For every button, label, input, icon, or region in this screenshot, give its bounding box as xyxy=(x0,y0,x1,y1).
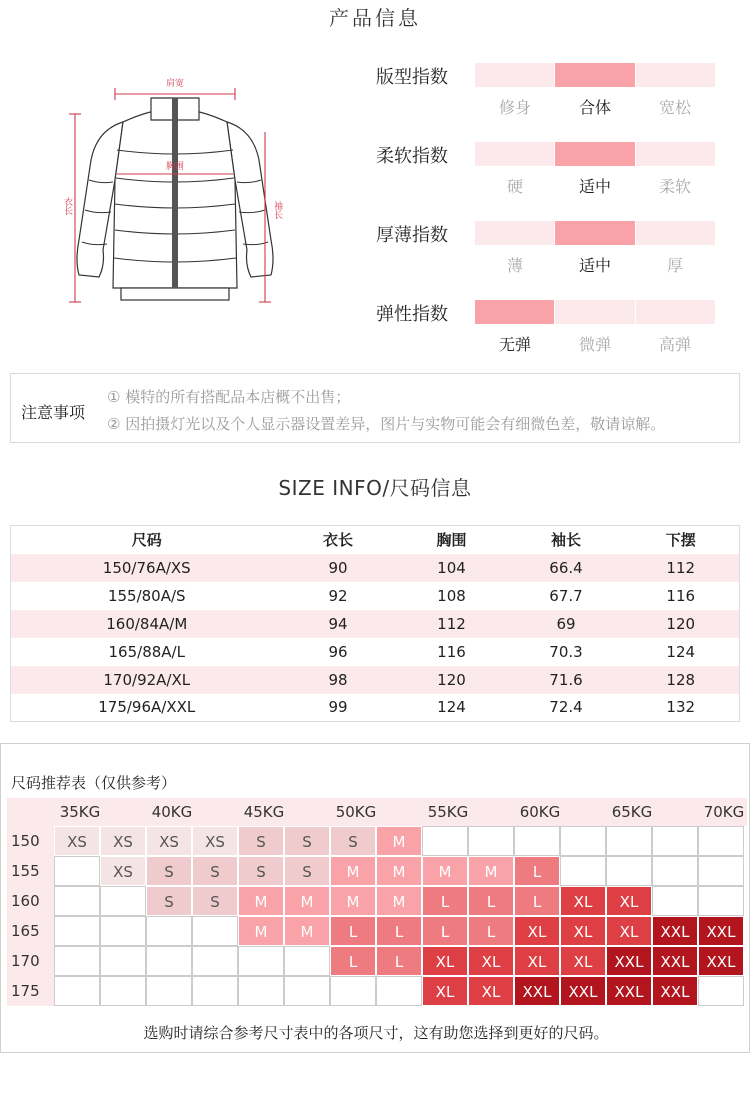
index-option: 柔软 xyxy=(658,177,691,196)
size-cell: XXL xyxy=(652,976,698,1006)
table-cell: 112 xyxy=(394,610,510,638)
size-cell xyxy=(560,826,606,856)
index-segment xyxy=(636,221,715,245)
size-cell: M xyxy=(376,826,422,856)
size-cell: L xyxy=(422,916,468,946)
size-cell xyxy=(54,976,100,1006)
table-row xyxy=(11,610,740,638)
size-cell: XL xyxy=(606,916,652,946)
index-options xyxy=(475,174,715,197)
size-cell xyxy=(146,916,192,946)
table-row xyxy=(11,666,740,694)
size-cell: XL xyxy=(422,946,468,976)
size-info-title: SIZE INFO/尺码信息 xyxy=(278,476,472,500)
table-cell: 70.3 xyxy=(549,642,583,661)
size-cell xyxy=(238,946,284,976)
table-row xyxy=(11,694,740,722)
header-hem: 下摆 xyxy=(623,526,740,554)
size-cell xyxy=(698,826,744,856)
table-cell: 96 xyxy=(328,642,348,661)
weight-header: 65KG xyxy=(611,803,653,821)
size-cell: M xyxy=(238,886,284,916)
jacket-measurement-diagram xyxy=(55,70,295,315)
size-cell xyxy=(100,886,146,916)
table-cell: 124 xyxy=(437,698,466,717)
index-label: 弹性指数 xyxy=(376,304,448,325)
size-cell: XL xyxy=(560,886,606,916)
size-cell: S xyxy=(284,826,330,856)
size-cell xyxy=(100,946,146,976)
index-bar xyxy=(475,142,715,166)
table-cell: 124 xyxy=(666,642,696,661)
index-bar xyxy=(475,63,715,87)
size-cell xyxy=(468,826,514,856)
size-cell: M xyxy=(284,916,330,946)
weight-header: 60KG xyxy=(519,803,561,821)
size-cell: L xyxy=(330,916,376,946)
index-label: 厚薄指数 xyxy=(376,225,448,246)
length-label: 衣长 xyxy=(62,197,72,215)
note-line-2: ② 因拍摄灯光以及个人显示器设置差异，图片与实物可能会有细微色差，敬请谅解。 xyxy=(107,415,666,433)
table-cell: 160/84A/M xyxy=(11,610,283,638)
size-cell: S xyxy=(146,886,192,916)
size-cell: XXL xyxy=(606,946,652,976)
size-cell: L xyxy=(468,916,514,946)
table-cell: 120 xyxy=(623,610,740,638)
weight-header: 45KG xyxy=(243,803,285,821)
size-cell: S xyxy=(192,856,238,886)
size-cell: XL xyxy=(422,976,468,1006)
table-cell: 71.6 xyxy=(510,666,623,694)
size-cell xyxy=(698,976,744,1006)
size-cell: M xyxy=(422,856,468,886)
size-cell: M xyxy=(330,886,376,916)
index-segment xyxy=(555,142,634,166)
shoulder-label: 肩宽 xyxy=(165,79,185,89)
index-label: 版型指数 xyxy=(376,67,448,88)
size-table xyxy=(10,525,740,722)
size-cell xyxy=(54,886,100,916)
size-cell: XS xyxy=(100,826,146,856)
size-cell: XS xyxy=(100,856,146,886)
weight-header: 70KG xyxy=(703,803,745,821)
weight-header: 50KG xyxy=(335,803,377,821)
size-cell xyxy=(284,976,330,1006)
size-cell xyxy=(238,976,284,1006)
header-sleeve: 袖长 xyxy=(510,526,623,554)
height-header: 155 xyxy=(11,862,40,880)
table-cell: 165/88A/L xyxy=(108,642,185,661)
size-cell: L xyxy=(376,946,422,976)
index-option: 修身 xyxy=(498,98,531,117)
index-option: 宽松 xyxy=(658,98,691,117)
height-header: 170 xyxy=(11,952,40,970)
index-option: 微弹 xyxy=(578,335,611,354)
size-cell xyxy=(100,976,146,1006)
size-cell: XL xyxy=(514,946,560,976)
size-cell: L xyxy=(468,886,514,916)
table-cell: 175/96A/XXL xyxy=(98,698,196,717)
weight-header: 40KG xyxy=(151,803,193,821)
size-cell xyxy=(422,826,468,856)
size-cell xyxy=(192,976,238,1006)
table-cell: 170/92A/XL xyxy=(11,666,283,694)
size-cell xyxy=(192,946,238,976)
recommendation-grid xyxy=(7,798,747,1008)
size-cell: XXL xyxy=(698,916,744,946)
header-chest: 胸围 xyxy=(394,526,510,554)
table-cell: 67.7 xyxy=(549,586,583,605)
table-cell: 72.4 xyxy=(549,698,583,717)
size-cell xyxy=(606,826,652,856)
size-cell: S xyxy=(330,826,376,856)
product-info-title: 产品信息 xyxy=(329,6,421,30)
table-cell: 104 xyxy=(394,554,510,582)
size-cell xyxy=(146,976,192,1006)
index-options xyxy=(475,95,715,118)
index-label: 柔软指数 xyxy=(376,146,448,167)
index-option: 适中 xyxy=(578,256,611,275)
size-cell: XXL xyxy=(606,976,652,1006)
index-segment xyxy=(475,142,554,166)
table-cell: 66.4 xyxy=(510,554,623,582)
size-cell: XS xyxy=(54,826,100,856)
index-option: 硬 xyxy=(506,177,523,196)
note-line-1: ① 模特的所有搭配品本店概不出售； xyxy=(107,388,351,406)
index-option: 厚 xyxy=(666,256,683,275)
size-cell xyxy=(192,916,238,946)
table-cell: 120 xyxy=(394,666,510,694)
table-cell: 112 xyxy=(623,554,740,582)
index-segment xyxy=(636,142,715,166)
size-cell: XXL xyxy=(560,976,606,1006)
recommendation-title: 尺码推荐表（仅供参考） xyxy=(11,774,177,792)
table-cell: 90 xyxy=(283,554,394,582)
size-cell xyxy=(652,826,698,856)
size-cell: M xyxy=(468,856,514,886)
size-cell: XS xyxy=(192,826,238,856)
index-segment xyxy=(475,63,554,87)
size-cell xyxy=(652,856,698,886)
size-cell xyxy=(652,886,698,916)
table-cell: 92 xyxy=(328,586,348,605)
size-cell: XS xyxy=(146,826,192,856)
table-row xyxy=(11,582,740,610)
size-cell: S xyxy=(284,856,330,886)
index-option: 高弹 xyxy=(658,335,691,354)
size-cell: L xyxy=(376,916,422,946)
table-cell: 108 xyxy=(437,586,466,605)
size-cell: XXL xyxy=(652,916,698,946)
index-segment xyxy=(636,300,715,324)
size-cell xyxy=(698,886,744,916)
size-cell xyxy=(514,826,560,856)
table-cell: 116 xyxy=(437,642,466,661)
size-cell: XL xyxy=(560,916,606,946)
size-cell: S xyxy=(192,886,238,916)
notes-label: 注意事项 xyxy=(21,403,86,422)
index-bar xyxy=(475,300,715,324)
size-cell xyxy=(54,916,100,946)
height-header: 175 xyxy=(11,982,40,1000)
size-cell xyxy=(698,856,744,886)
table-cell: 132 xyxy=(666,698,696,717)
index-options xyxy=(475,332,715,355)
size-recommendation-box xyxy=(0,743,750,1053)
size-cell: L xyxy=(514,856,560,886)
index-segment xyxy=(555,221,634,245)
index-option: 适中 xyxy=(578,177,611,196)
size-cell xyxy=(560,856,606,886)
size-cell: L xyxy=(422,886,468,916)
size-cell: XL xyxy=(606,886,652,916)
size-cell: M xyxy=(376,886,422,916)
size-cell: M xyxy=(284,886,330,916)
header-size: 尺码 xyxy=(11,526,283,554)
size-cell: XL xyxy=(514,916,560,946)
size-cell: S xyxy=(238,856,284,886)
size-cell xyxy=(606,856,652,886)
index-option: 合体 xyxy=(578,98,611,117)
table-cell: 69 xyxy=(510,610,623,638)
index-segment xyxy=(475,221,554,245)
header-length: 衣长 xyxy=(283,526,394,554)
size-cell: S xyxy=(146,856,192,886)
index-options xyxy=(475,253,715,276)
size-cell: XXL xyxy=(698,946,744,976)
size-cell xyxy=(54,856,100,886)
sleeve-label: 袖长 xyxy=(272,201,282,219)
index-bar xyxy=(475,221,715,245)
chest-label: 胸围 xyxy=(165,162,185,172)
height-header: 160 xyxy=(11,892,40,910)
table-cell: 150/76A/XS xyxy=(11,554,283,582)
table-cell: 155/80A/S xyxy=(107,586,186,605)
recommendation-footer: 选购时请综合参考尺寸表中的各项尺寸，这有助您选择到更好的尺码。 xyxy=(143,1024,609,1042)
size-cell: S xyxy=(238,826,284,856)
size-cell xyxy=(146,946,192,976)
height-header: 165 xyxy=(11,922,40,940)
weight-header: 55KG xyxy=(427,803,469,821)
index-option: 无弹 xyxy=(498,335,531,354)
table-row xyxy=(11,554,740,582)
index-segment xyxy=(636,63,715,87)
size-cell: L xyxy=(514,886,560,916)
size-cell: XXL xyxy=(514,976,560,1006)
index-option: 薄 xyxy=(506,256,523,275)
size-cell: M xyxy=(238,916,284,946)
size-cell: XL xyxy=(560,946,606,976)
size-cell: M xyxy=(376,856,422,886)
size-cell xyxy=(100,916,146,946)
weight-header: 35KG xyxy=(59,803,101,821)
notes-box xyxy=(10,373,740,443)
index-segment xyxy=(555,300,634,324)
size-cell xyxy=(376,976,422,1006)
size-table-header-row xyxy=(11,526,740,554)
size-cell xyxy=(284,946,330,976)
table-row xyxy=(11,638,740,666)
index-segment xyxy=(555,63,634,87)
size-cell: XL xyxy=(468,946,514,976)
table-cell: 99 xyxy=(328,698,348,717)
size-cell: L xyxy=(330,946,376,976)
size-cell xyxy=(330,976,376,1006)
size-cell: XL xyxy=(468,976,514,1006)
table-cell: 116 xyxy=(666,586,696,605)
size-cell: M xyxy=(330,856,376,886)
table-cell: 128 xyxy=(623,666,740,694)
table-cell: 94 xyxy=(283,610,394,638)
height-header: 150 xyxy=(11,832,40,850)
size-cell: XXL xyxy=(652,946,698,976)
index-segment xyxy=(475,300,554,324)
table-cell: 98 xyxy=(283,666,394,694)
size-cell xyxy=(54,946,100,976)
